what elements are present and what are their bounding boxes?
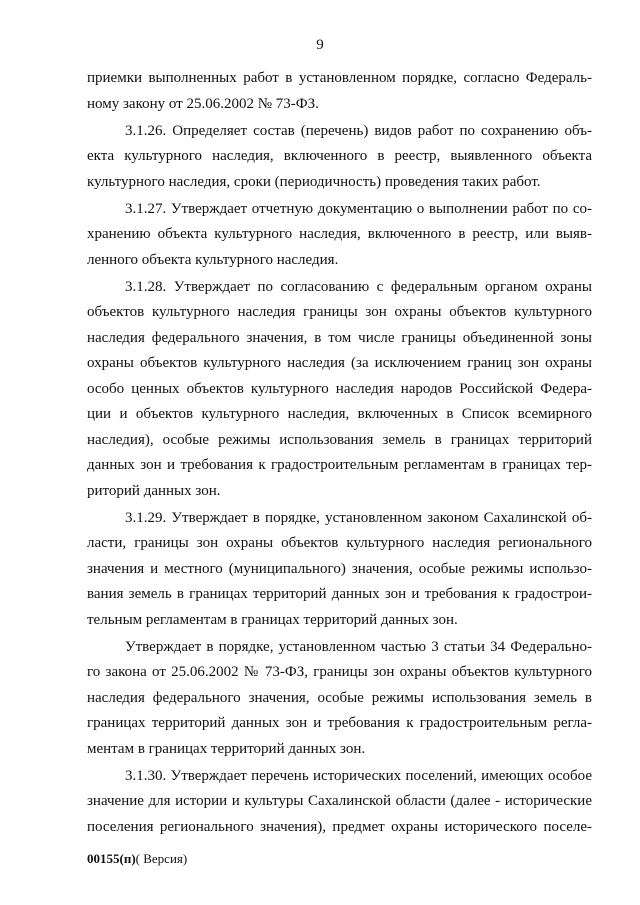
document-code: 00155(п) bbox=[87, 851, 136, 866]
paragraph-line: ному закону от 25.06.2002 № 73-ФЗ. bbox=[87, 95, 319, 112]
document-body bbox=[87, 66, 592, 842]
paragraph-line: 3.1.30. Утверждает перечень исторических поселений, имеющих особое bbox=[125, 767, 592, 784]
paragraph-line: ментам в границах территорий данных зон. bbox=[87, 740, 366, 757]
paragraph-line: наследия), особые режимы использования земель в границах территорий bbox=[87, 431, 592, 448]
paragraph bbox=[87, 66, 592, 117]
paragraph-line: приемки выполненных работ в установленном порядке, согласно Федераль- bbox=[87, 70, 592, 86]
paragraph bbox=[87, 635, 592, 763]
paragraph-line: охраны объектов культурного наследия (за исключением границ зон охраны bbox=[87, 355, 592, 371]
paragraph-line: поселения регионального значения), предмет охраны исторического поселе- bbox=[87, 818, 592, 835]
paragraph-line: го закона от 25.06.2002 № 73-ФЗ, границы зон охраны объектов культурного bbox=[87, 664, 592, 680]
paragraph-line: границах территорий данных зон и требования к градостроительным регла- bbox=[87, 715, 592, 731]
paragraph-line: значение для истории и культуры Сахалинской области (далее - исторические bbox=[87, 793, 592, 809]
paragraph-line: 3.1.27. Утверждает отчетную документацию о выполнении работ по со- bbox=[125, 200, 592, 217]
paragraph-line: тельным регламентам в границах территорий данных зон. bbox=[87, 611, 458, 628]
paragraph-line: 3.1.29. Утверждает в порядке, установленном законом Сахалинской об- bbox=[125, 509, 592, 526]
document-footer bbox=[87, 851, 187, 867]
paragraph bbox=[87, 506, 592, 634]
page-number: 9 bbox=[316, 37, 324, 53]
paragraph bbox=[87, 119, 592, 196]
paragraph-line: екта культурного наследия, включенного в реестр, выявленного объекта bbox=[87, 148, 592, 164]
paragraph-line: ласти, границы зон охраны объектов культурного наследия регионального bbox=[87, 535, 592, 551]
paragraph-line: наследия федерального значения, в том числе границы объединенной зоны bbox=[87, 329, 592, 346]
paragraph-line: 3.1.26. Определяет состав (перечень) видов работ по сохранению объ- bbox=[125, 122, 592, 139]
paragraph-line: культурного наследия, сроки (периодичность) проведения таких работ. bbox=[87, 173, 541, 190]
paragraph-line: данных зон и требования к градостроительным регламентам в границах тер- bbox=[87, 457, 592, 473]
paragraph-line: объектов культурного наследия границы зон охраны объектов культурного bbox=[87, 304, 592, 320]
paragraph bbox=[87, 275, 592, 505]
paragraph bbox=[87, 197, 592, 274]
paragraph-line: ции и объектов культурного наследия, включенных в Список всемирного bbox=[87, 406, 592, 422]
paragraph-line: ленного объекта культурного наследия. bbox=[87, 251, 339, 268]
paragraph-line: вания земель в границах территорий данных зон и требования к градострои- bbox=[87, 586, 592, 602]
version-label: ( Версия) bbox=[135, 851, 188, 866]
paragraph-line: особо ценных объектов культурного наследия народов Российской Федера- bbox=[87, 380, 592, 397]
paragraph-line: 3.1.28. Утверждает по согласованию с федеральным органом охраны bbox=[125, 278, 592, 295]
paragraph bbox=[87, 764, 592, 841]
paragraph-line: хранению объекта культурного наследия, включенного в реестр, или выяв- bbox=[87, 226, 592, 242]
paragraph-line: наследия федерального значения, особые режимы использования земель в bbox=[87, 689, 592, 706]
paragraph-line: Утверждает в порядке, установленном частью 3 статьи 34 Федерально- bbox=[125, 638, 592, 655]
paragraph-line: риторий данных зон. bbox=[87, 482, 221, 499]
paragraph-line: значения и местного (муниципального) значения, особые режимы использо- bbox=[87, 560, 592, 577]
